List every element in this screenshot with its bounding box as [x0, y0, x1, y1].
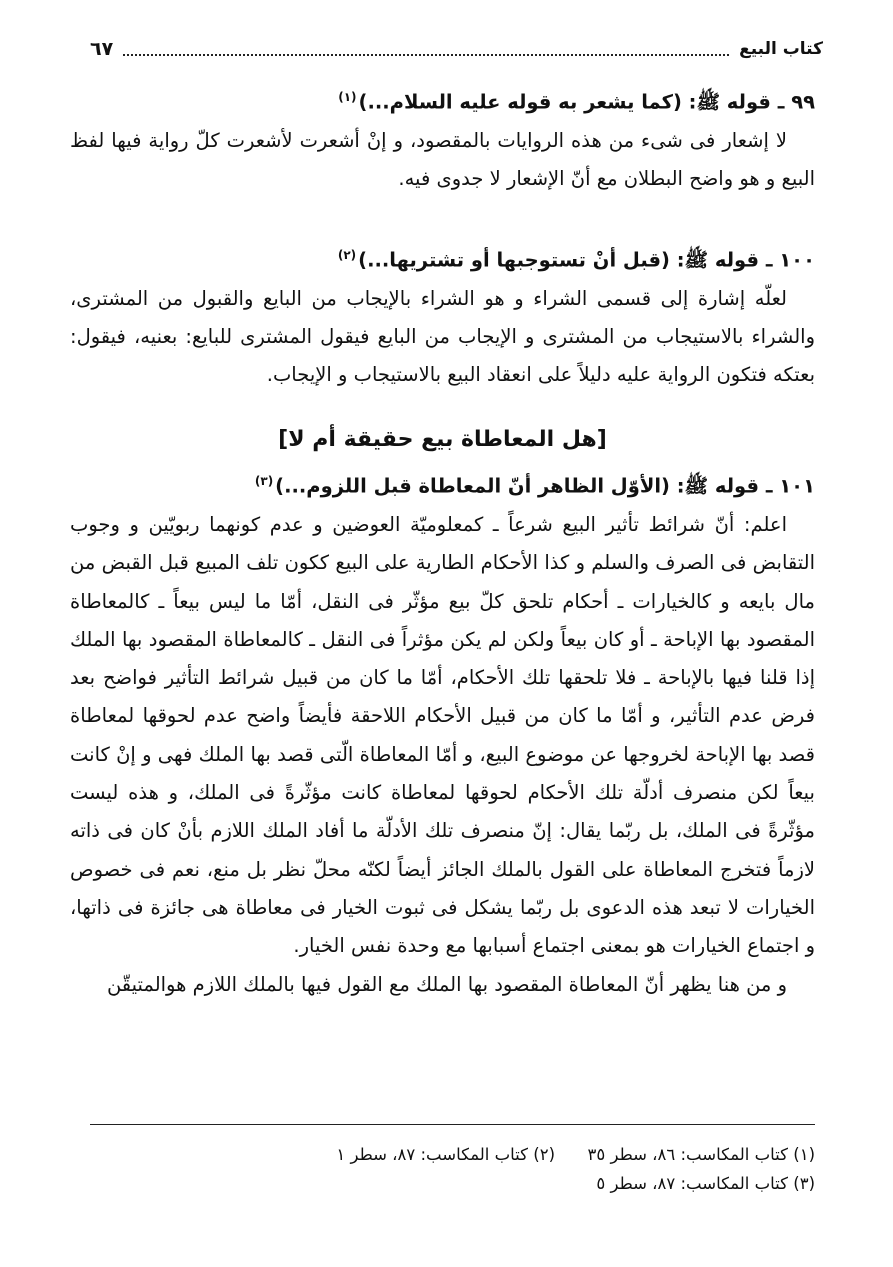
footnote-ref-3: (٣): [254, 474, 274, 489]
spacer: [70, 198, 815, 236]
item-101-paragraph-2: و من هنا يظهر أنّ المعاطاة المقصود بها الملك مع القول فيها بالملك اللازم هوالمتيقّن: [106, 972, 787, 996]
item-99-paragraph: لا إشعار فى شىء من هذه الروايات بالمقصود، و إنْ أشعرت لأشعرت كلّ رواية فيها لفظ البيع و هو واضح البطلان مع أنّ الإشعار لا جدوى فيه.: [70, 128, 815, 190]
footnote-separator: [90, 1124, 815, 1125]
header-dot-leader: [123, 54, 729, 56]
item-100-heading-text: ١٠٠ ـ قوله ﷺ: (قبل أنْ تستوجبها أو تشتريها...): [358, 248, 815, 272]
footnote-ref-1: (١): [338, 90, 357, 104]
item-99-heading: [70, 78, 815, 122]
footnote-row-2: [95, 1169, 815, 1198]
footnote-1: (١) كتاب المكاسب: ٨٦، سطر ٣٥: [587, 1145, 815, 1164]
footnote-3: (٣) كتاب المكاسب: ٨٧، سطر ٥: [596, 1174, 815, 1193]
footnote-row-1: [95, 1140, 815, 1169]
section-title: [هل المعاطاة بيع حقيقة أم لا]: [278, 427, 607, 453]
running-title: كتاب البيع: [739, 39, 823, 59]
page-body: [70, 78, 815, 1004]
item-101-paragraph-1: اعلم: أنّ شرائط تأثير البيع شرعاً ـ كمعلوميّة العوضين و عدم كونهما ربويّين و وجوب التقابض فى الصرف والسلم و كذا الأحكام الطارية على البيع ككون تلف المبيع قبل القبض من مال بايعه و كالخيارات ـ أحكام تلحق كلّ بيع مؤثّر فى النقل، أمّا ما ليس بيعاً ـ كالمعاطاة المقصود بها الإباحة ـ أو كان بيعاً ولكن لم يكن مؤثراً فى النقل ـ كالمعاطاة المقصود بها الملك إذا قلنا فيها بالإباحة ـ فلا تلحقها تلك الأحكام، أمّا ما كان من قبيل شرائط التأثير فواضح بعد فرض عدم التأثير، و أمّا ما كان من قبيل الأحكام اللاحقة فأيضاً واضح عدم لحوقها لمعاطاة قصد بها الإباحة لخروجها عن موضوع البيع، و أمّا المعاطاة الّتى قصد بها الملك فهى و إنْ كانت بيعاً لكن منصرف أدلّة تلك الأحكام لحوقها لمعاطاة كانت مؤثّرةً فى الملك، و هذه ليست مؤثّرةً فى الملك، بل ربّما يقال: إنّ منصرف تلك الأدلّة ما أفاد الملك اللازم بأنْ كان فى ذاته لازماً فتخرج المعاطاة على القول بالملك الجائز أيضاً لكنّه محلّ نظر بل منع، نعم فى خصوص الخيارات لا تبعد هذه الدعوى بل ربّما يشكل فى ثبوت الخيار فى معاطاة هى جائزة فى ذاتها، و اجتماع الخيارات هو بمعنى اجتماع أسبابها مع وحدة نفس الخيار.: [70, 512, 815, 958]
item-101-heading: [70, 462, 815, 506]
footnotes: [95, 1140, 815, 1198]
item-100-heading: [70, 236, 815, 280]
page-number: ٦٧: [90, 38, 114, 60]
footnote-ref-2: (٢): [337, 248, 357, 263]
item-99-heading-text: ٩٩ ـ قوله ﷺ: (كما يشعر به قوله عليه السلام...): [358, 90, 815, 114]
item-100-paragraph: لعلّه إشارة إلى قسمى الشراء و هو الشراء بالإيجاب من البايع والقبول من المشترى، والشراء بالاستيجاب من المشترى و الإيجاب من البايع فيقول المشترى للبايع: بعنيه، فيقول: بعتكه فتكون الرواية عليه دليلاً على انعقاد البيع بالاستيجاب و الإيجاب.: [70, 286, 815, 387]
item-101-heading-text: ١٠١ ـ قوله ﷺ: (الأوّل الظاهر أنّ المعاطاة قبل اللزوم...): [275, 474, 815, 498]
footnote-2: (٢) كتاب المكاسب: ٨٧، سطر ١: [336, 1145, 555, 1164]
running-header: [90, 34, 823, 64]
